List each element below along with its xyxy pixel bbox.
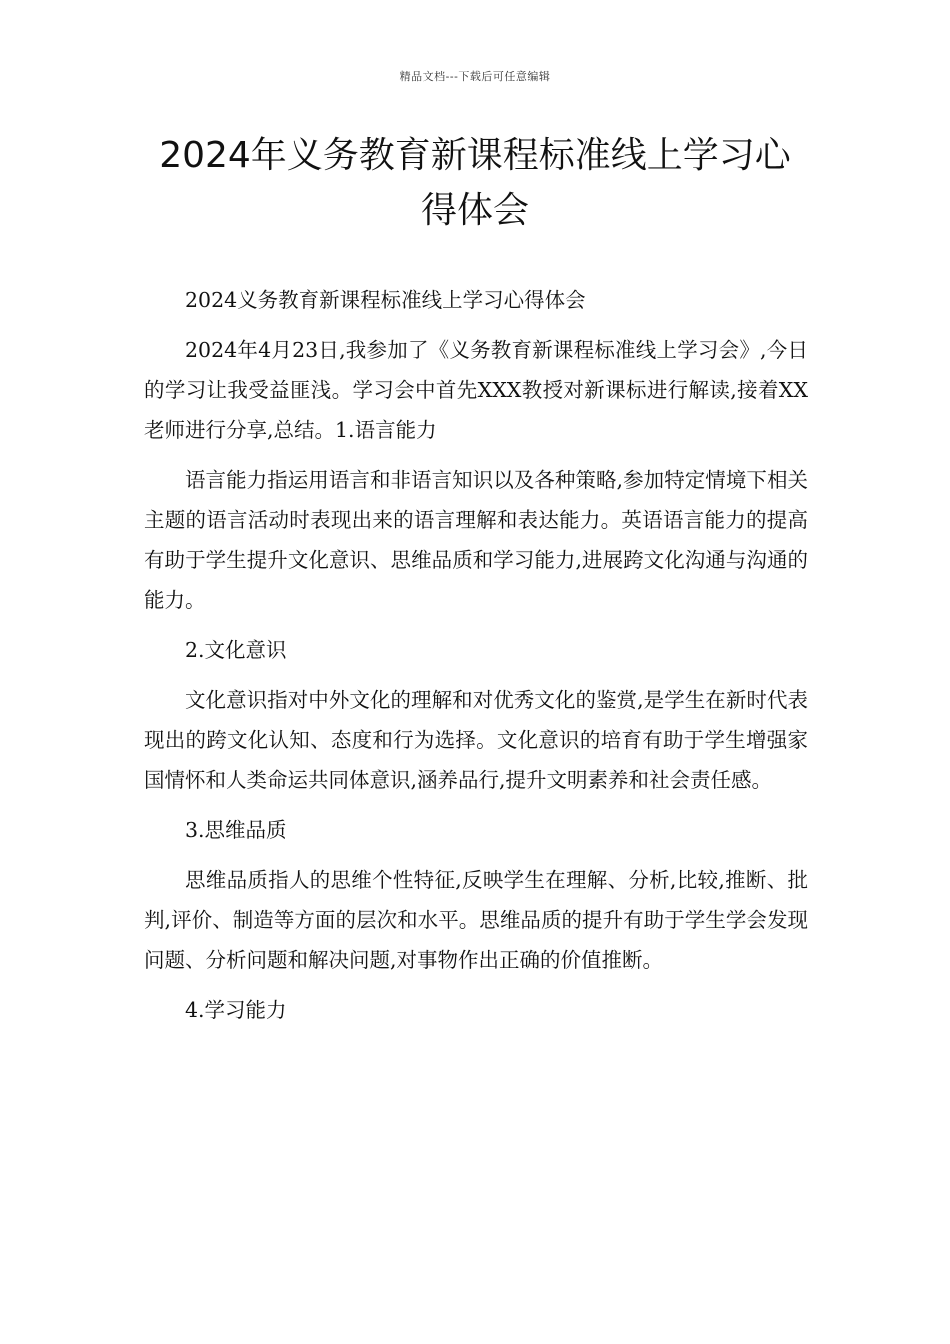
- document-body: [144, 280, 808, 1040]
- subtitle-paragraph: 2024义务教育新课程标准线上学习心得体会: [185, 288, 586, 312]
- intro-paragraph: 2024年4月23日,我参加了《义务教育新课程标准线上学习会》,今日的学习让我受益匪浅。学习会中首先XXX教授对新课标进行解读,接着XX老师进行分享,总结。1.语言能力: [144, 338, 808, 442]
- title-line-2: 得体会: [420, 190, 529, 231]
- section-heading-cultural-awareness: 2.文化意识: [185, 638, 287, 662]
- section-heading-learning-ability: 4.学习能力: [185, 998, 287, 1022]
- cultural-awareness-paragraph: 文化意识指对中外文化的理解和对优秀文化的鉴赏,是学生在新时代表现出的跨文化认知、态度和行为选择。文化意识的培育有助于学生增强家国情怀和人类命运共同体意识,涵养品行,提升文明素养和社会责任感。: [144, 688, 808, 792]
- document-title: [120, 128, 830, 238]
- language-ability-paragraph: 语言能力指运用语言和非语言知识以及各种策略,参加特定情境下相关主题的语言活动时表现出来的语言理解和表达能力。英语语言能力的提高有助于学生提升文化意识、思维品质和学习能力,进展跨文化沟通与沟通的能力。: [144, 468, 808, 612]
- section-heading-thinking-quality: 3.思维品质: [185, 818, 287, 842]
- thinking-quality-paragraph: 思维品质指人的思维个性特征,反映学生在理解、分析,比较,推断、批判,评价、制造等方面的层次和水平。思维品质的提升有助于学生学会发现问题、分析问题和解决问题,对事物作出正确的价值推断。: [144, 868, 808, 972]
- header-note: 精品文档---下载后可任意编辑: [399, 70, 551, 83]
- title-line-1: 2024年义务教育新课程标准线上学习心: [159, 135, 791, 176]
